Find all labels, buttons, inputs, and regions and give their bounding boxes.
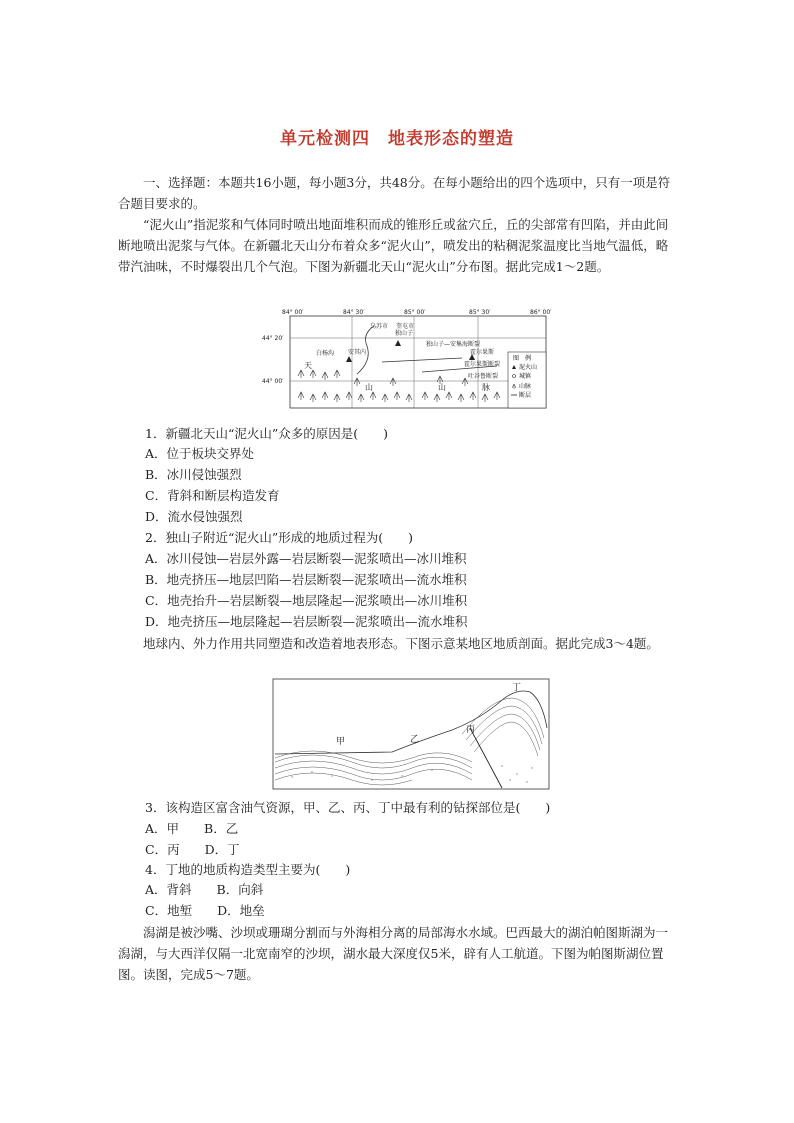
range-label: 山 (438, 383, 446, 392)
question-2-option[interactable]: B．地壳挤压—地层凹陷—岩层断裂—泥浆喷出—流水堆积 (145, 572, 467, 587)
place-label: 白杨沟 (316, 350, 335, 357)
label-ding: 丁 (512, 683, 522, 693)
svg-text:断层: 断层 (519, 392, 532, 399)
question-1-option[interactable]: B．冰川侵蚀强烈 (145, 467, 242, 482)
place-label: 奎屯市 (396, 323, 415, 330)
place-label: 霍尔果斯断裂 (464, 361, 501, 368)
place-label: 吐谷鲁断裂 (468, 373, 499, 380)
label-jia: 甲 (336, 737, 346, 747)
svg-text:泥火山: 泥火山 (519, 364, 538, 371)
lon-label: 86° 00′ (530, 309, 552, 316)
question-3-stem: 3．该构造区富含油气资源，甲、乙、丙、丁中最有利的钻探部位是( ) (145, 800, 551, 815)
page-title: 单元检测四 地表形态的塑造 (280, 129, 514, 149)
range-label: 天 (304, 361, 312, 370)
question-4-options[interactable]: A．背斜 B．向斜 (145, 882, 264, 897)
lon-label: 85° 30′ (469, 309, 491, 316)
section-intro: 一、选择题：本题共16小题，每小题3分，共48分。在每小题给出的四个选项中，只有一项是符合题目要求的。 (118, 175, 671, 211)
question-2-option[interactable]: C．地壳抬升—岩层断裂—地层隆起—泥浆喷出—冰川堆积 (145, 593, 468, 608)
lat-label: 44° 00′ (262, 378, 284, 385)
question-1-option[interactable]: A．位于板块交界处 (145, 446, 255, 461)
map-legend (508, 352, 546, 408)
question-2-option[interactable]: A．冰川侵蚀—岩层外露—岩层断裂—泥浆喷出—冰川堆积 (145, 551, 467, 566)
lat-label: 44° 20′ (262, 335, 284, 342)
question-3-options[interactable]: A．甲 B．乙 (145, 821, 239, 836)
question-1-stem: 1．新疆北天山“泥火山”众多的原因是( ) (145, 426, 388, 441)
place-label: 独山子 (395, 330, 414, 337)
geologic-profile-figure (272, 678, 550, 790)
place-label: 乌苏市 (370, 323, 389, 330)
lon-label: 84° 30′ (343, 309, 365, 316)
question-2-stem: 2．独山子附近“泥火山”形成的地质过程为( ) (145, 530, 413, 545)
mud-volcano-map (262, 306, 552, 411)
question-1-option[interactable]: C．背斜和断层构造发育 (145, 488, 280, 503)
passage-geology: 地球内、外力作用共同塑造和改造着地表形态。下图示意某地区地质剖面。据此完成3～4题。 (143, 636, 659, 651)
label-yi: 乙 (410, 735, 420, 745)
question-3-options[interactable]: C．丙 D．丁 (145, 842, 240, 857)
question-4-stem: 4．丁地的地质构造类型主要为( ) (145, 862, 351, 877)
lon-label: 84° 00′ (282, 309, 304, 316)
svg-text:图 例: 图 例 (513, 355, 532, 362)
place-label: 独山子—安集海断裂 (426, 341, 481, 348)
passage-lagoon: 潟湖是被沙嘴、沙坝或珊瑚分割而与外海相分离的局部海水水域。巴西最大的湖泊帕图斯湖为一潟湖，与大西洋仅隔一北宽南窄的沙坝，湖水最大深度仅5米，辟有人工航道。下图为帕图斯湖位置图。读图，完成5～7题。 (118, 925, 669, 982)
question-2-option[interactable]: D．地壳挤压—地层隆起—岩层断裂—泥浆喷出—流水堆积 (145, 614, 468, 629)
question-1-option[interactable]: D．流水侵蚀强烈 (145, 509, 243, 524)
lon-label: 85° 00′ (404, 309, 426, 316)
svg-text:城镇: 城镇 (519, 373, 532, 380)
passage-mud-volcano: “泥火山”指泥浆和气体同时喷出地面堆积而成的锥形丘或盆穴丘，丘的尖部常有凹陷，并由此间断地喷出泥浆与气体。在新疆北天山分布着众多“泥火山”，喷发出的粘稠泥浆温度比当地气温低，略带汽油味，不时爆裂出几个气泡。下图为新疆北天山“泥火山”分布图。据此完成1～2题。 (118, 217, 669, 274)
place-label: 霍尔果斯 (470, 349, 495, 356)
label-bing: 丙 (466, 725, 476, 735)
range-label: 山 (365, 383, 373, 392)
place-label: 安其内 (348, 349, 367, 356)
svg-text:山脉: 山脉 (519, 383, 532, 390)
question-4-options[interactable]: C．地堑 D．地垒 (145, 903, 265, 918)
range-label: 脉 (482, 383, 490, 392)
